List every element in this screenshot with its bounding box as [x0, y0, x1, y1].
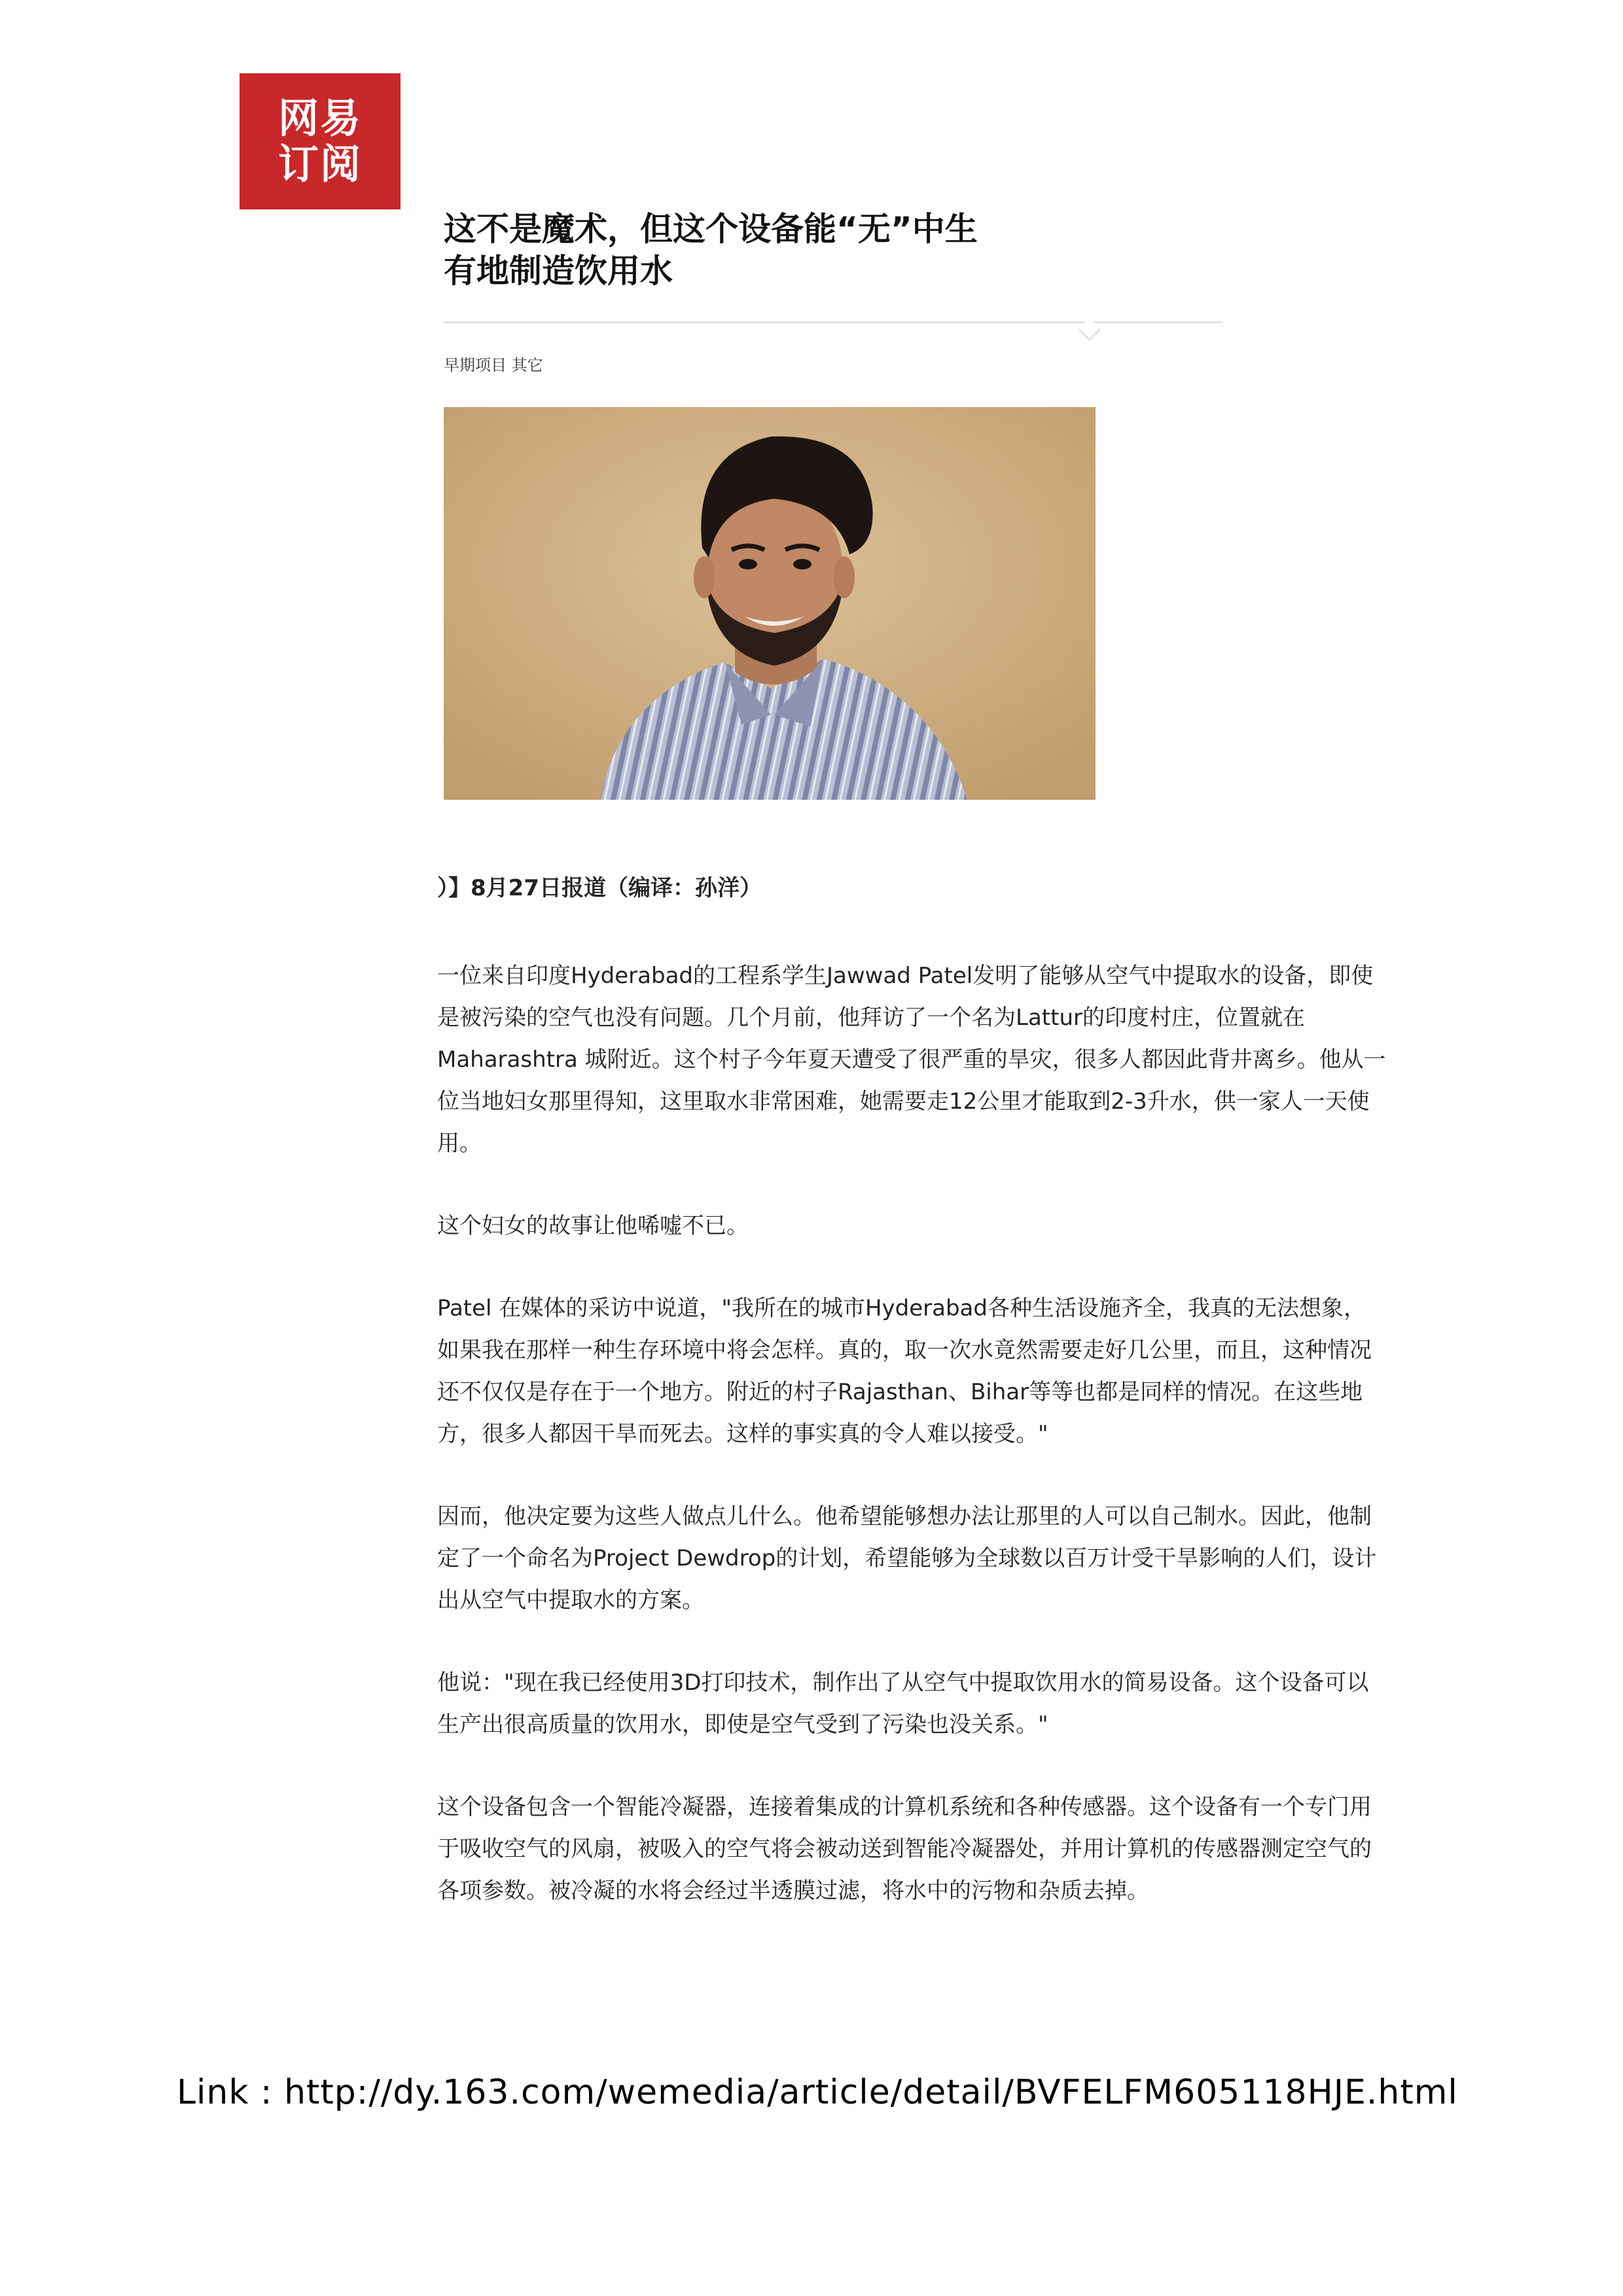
logo-line-1: 网易 [277, 94, 362, 142]
portrait-illustration [444, 407, 1096, 800]
article-paragraph-4: 因而，他决定要为这些人做点儿什么。他希望能够想办法让那里的人可以自己制水。因此，他制定了一个命名为Project Dewdrop的计划，希望能够为全球数以百万计受干旱影响的人们，设计出从空气中提取水的方案。 [437, 1503, 1377, 1613]
article-paragraph-3: Patel 在媒体的采访中说道，"我所在的城市Hyderabad各种生活设施齐全，我真的无法想象，如果我在那样一种生存环境中将会怎样。真的，取一次水竟然需要走好几公里，而且，这种情况还不仅仅是存在于一个地方。附近的村子Rajasthan、Bihar等等也都是同样的情况。在这些地方，很多人都因干旱而死去。这样的事实真的令人难以接受。" [437, 1295, 1372, 1447]
article-paragraph-6: 这个设备包含一个智能冷凝器，连接着集成的计算机系统和各种传感器。这个设备有一个专门用于吸收空气的风扇，被吸入的空气将会被动送到智能冷凝器处，并用计算机的传感器测定空气的各项参数。被冷凝的水将会经过半透膜过滤，将水中的污物和杂质去掉。 [437, 1794, 1372, 1904]
article-title [444, 208, 1229, 292]
article-photo [444, 407, 1096, 800]
article-paragraph-5: 他说："现在我已经使用3D打印技术，制作出了从空气中提取饮用水的简易设备。这个设备可以生产出很高质量的饮用水，即使是空气受到了污染也没关系。" [437, 1670, 1369, 1738]
article-paragraph-1: 一位来自印度Hyderabad的工程系学生Jawwad Patel发明了能够从空气中提取水的设备，即使是被污染的空气也没有问题。几个月前，他拜访了一个名为Lattur的印度村庄，位置就在Maharashtra 城附近。这个村子今年夏天遭受了很严重的旱灾，很多人都因此背井离乡。他从一位当地妇女那里得知，这里取水非常困难，她需要走12公里才能取到2-3升水，供一家人一天使用。 [437, 963, 1386, 1157]
article-paragraph-2: 这个妇女的故事让他唏嘘不已。 [437, 1213, 749, 1239]
source-link[interactable]: Link : http://dy.163.com/wemedia/article/detail/BVFELFM605118HJE.html [177, 2073, 1458, 2112]
logo-line-2: 订阅 [277, 140, 362, 188]
title-divider [444, 321, 1222, 323]
netease-subscription-logo [240, 73, 401, 209]
article-dateline: ）】8月27日报道（编译：孙洋） [437, 875, 762, 901]
article-title-line-1: 这不是魔术，但这个设备能“无”中生 [444, 210, 978, 248]
article-body [437, 867, 1386, 1952]
article-category: 早期项目 其它 [444, 356, 543, 374]
article-title-line-2: 有地制造饮用水 [444, 252, 673, 290]
